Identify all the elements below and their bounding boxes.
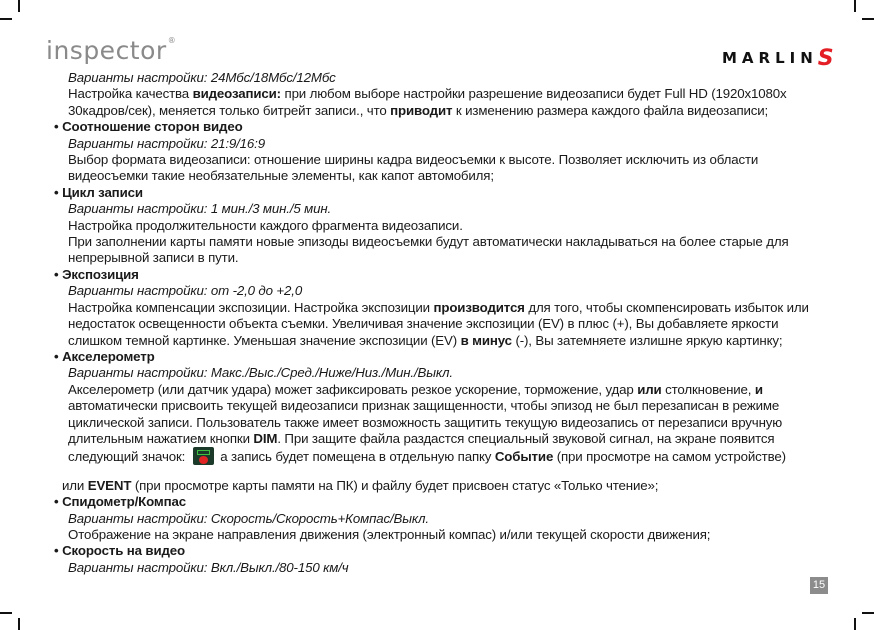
crop-mark xyxy=(18,618,20,630)
paragraph: Настройка продолжительности каждого фрагмента видеозаписи. xyxy=(68,217,463,233)
section-heading: • Экспозиция xyxy=(54,267,834,283)
variants-line: Варианты настройки: Макс./Выс./Сред./Ниже/Низ./Мин./Выкл. xyxy=(68,365,453,381)
page-number-badge: 15 xyxy=(810,577,828,594)
crop-mark xyxy=(0,18,12,20)
variants-line: Варианты настройки: 1 мин./3 мин./5 мин. xyxy=(68,201,332,217)
marlin-logo: MARLINS xyxy=(722,46,834,71)
variants-line: Варианты настройки: Скорость/Скорость+Компас/Выкл. xyxy=(68,510,429,526)
crop-mark xyxy=(854,618,856,630)
variants-line: Варианты настройки: 21:9/16:9 xyxy=(68,135,265,151)
crop-mark xyxy=(18,0,20,12)
section-heading: • Спидометр/Компас xyxy=(54,494,834,510)
paragraph: Выбор формата видеозаписи: отношение ширины кадра видеосъемки к высоте. Позволяет исключить из области видеосъемки такие необязательные элементы, как капот автомобиля; xyxy=(68,152,759,184)
inspector-logo: inspector® xyxy=(46,36,177,65)
variants-line: Варианты настройки: Вкл./Выкл./80-150 км/ч xyxy=(68,559,349,575)
paragraph: Акселерометр (или датчик удара) может зафиксировать резкое ускорение, торможение, удар или столкновение, и автоматически присвоить текущей видеозаписи признак защищенности, чтобы эпизод не был перезаписан в режиме циклической записи. Пользователь также имеет возможность защитить текущую видеозапись от перезаписи вручную длительным нажатием кнопки DIM. При защите файла раздастся специальный звуковой сигнал, на экране появится следующий значок: а запись будет помещена в отдельную папку Событие (при просмотре на самом устройстве) xyxy=(68,381,786,465)
section-heading: • Цикл записи xyxy=(54,185,834,201)
paragraph: Настройка компенсации экспозиции. Настройка экспозиции производится для того, чтобы скомпенсировать избыток или недостаток освещенности объекта съемки. Увеличивая значение экспозиции (EV) в плюс (+), Вы добавляете яркости слишком темной картинке. Уменьшая значение экспозиции (EV) в минус (-), Вы затемняете излишне яркую картинку; xyxy=(68,299,809,348)
paragraph: или EVENT (при просмотре карты памяти на ПК) и файлу будет присвоен статус «Только чтение»; xyxy=(62,477,659,493)
section-heading: • Акселерометр xyxy=(54,349,834,365)
paragraph: Настройка качества видеозаписи: при любом выборе настройки разрешение видеозаписи будет Full HD (1920x1080x 30кадров/сек), меняется только битрейт записи., что приводит к изменению размера каждого файла видеозаписи; xyxy=(68,86,787,118)
section-heading: • Соотношение сторон видео xyxy=(54,119,834,135)
locked-file-icon xyxy=(193,447,214,465)
paragraph: Отображение на экране направления движения (электронный компас) и/или текущей скорости движения; xyxy=(68,526,711,542)
crop-mark xyxy=(854,0,856,12)
variants-line: Варианты настройки: от -2,0 до +2,0 xyxy=(68,283,303,299)
crop-mark xyxy=(0,612,12,614)
variants-line: Варианты настройки: 24Мбс/18Мбс/12Мбс xyxy=(68,70,336,85)
section-heading: • Скорость на видео xyxy=(54,543,834,559)
paragraph: При заполнении карты памяти новые эпизоды видеосъемки будут автоматически накладываться на более старые для непрерывной записи в пути. xyxy=(68,234,789,266)
crop-mark xyxy=(862,18,874,20)
document-body xyxy=(54,70,834,576)
crop-mark xyxy=(862,612,874,614)
